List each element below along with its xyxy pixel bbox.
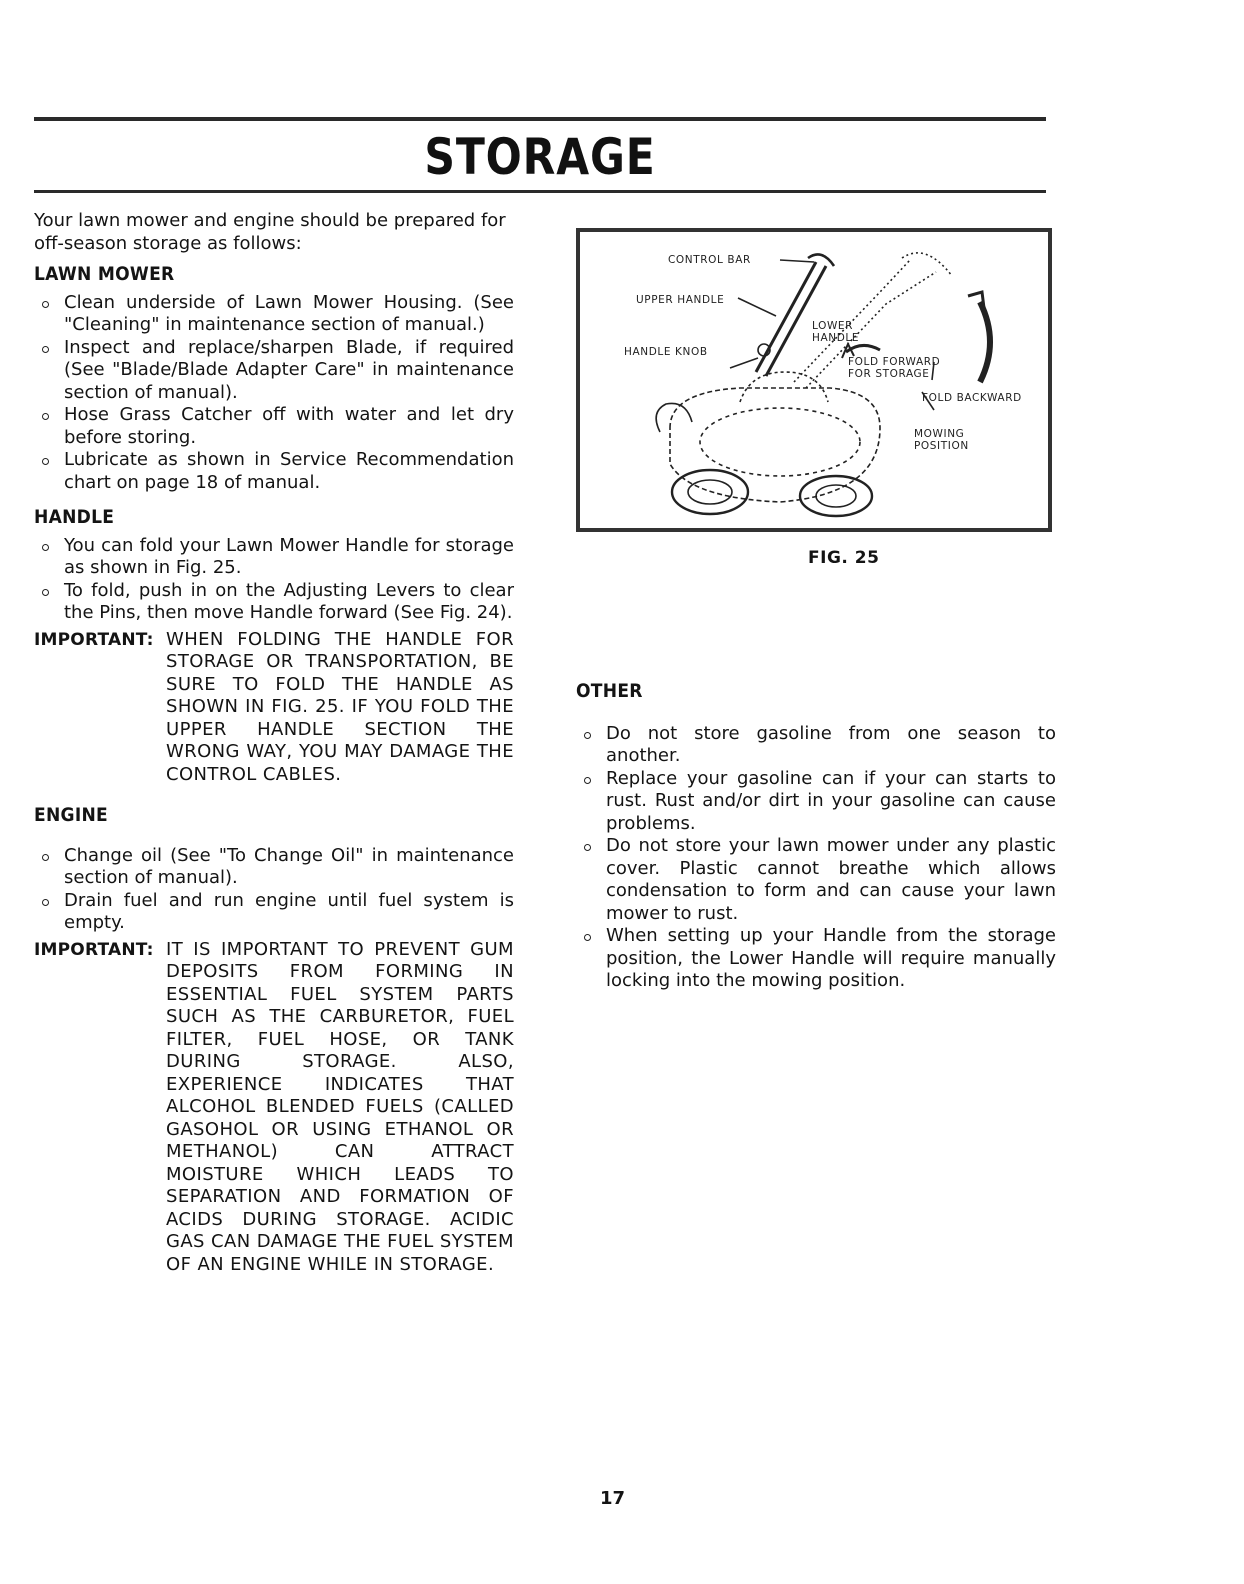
figure-25 — [576, 228, 1052, 532]
callout-line: MOWING — [914, 428, 965, 440]
lawn-mower-list — [34, 292, 514, 495]
list-item: Drain fuel and run engine until fuel system is empty. — [34, 890, 514, 935]
other-section — [576, 676, 1056, 997]
handle-important-note — [34, 629, 514, 787]
handle-list — [34, 535, 514, 625]
engine-important-note — [34, 939, 514, 1277]
callout-line: HANDLE — [812, 332, 860, 344]
list-item: Replace your gasoline can if your can starts to rust. Rust and/or dirt in your gasoline can cause problems. — [576, 768, 1056, 836]
lawn-mower-heading: LAWN MOWER — [34, 263, 175, 285]
other-list — [576, 723, 1056, 993]
callout-line: POSITION — [914, 440, 969, 452]
important-text: IT IS IMPORTANT TO PREVENT GUM DEPOSITS FROM FORMING IN ESSENTIAL FUEL SYSTEM PARTS SUCH AS THE CARBURETOR, FUEL FILTER, FUEL HOSE, OR TANK DURING STORAGE. ALSO, EXPERIENCE INDICATES THAT ALCOHOL BLENDED FUELS (CALLED GASOHOL OR USING ETHANOL OR METHANOL) CAN ATTRACT MOISTURE WHICH LEADS TO SEPARATION AND FORMATION OF ACIDS DURING STORAGE. ACIDIC GAS CAN DAMAGE THE FUEL SYSTEM OF AN ENGINE WHILE IN STORAGE. — [166, 938, 514, 1275]
handle-heading: HANDLE — [34, 506, 115, 528]
list-item: Inspect and replace/sharpen Blade, if required (See "Blade/Blade Adapter Care" in maintenance section of manual). — [34, 337, 514, 405]
list-item: Hose Grass Catcher off with water and let dry before storing. — [34, 404, 514, 449]
callout-handle-knob: HANDLE KNOB — [624, 346, 708, 358]
callout-line: LOWER — [812, 320, 854, 332]
intro-paragraph: Your lawn mower and engine should be prepared for off-season storage as follows: — [34, 210, 506, 254]
callout-fold-forward — [848, 356, 940, 380]
callout-upper-handle: UPPER HANDLE — [636, 294, 725, 306]
list-item: Clean underside of Lawn Mower Housing. (See "Cleaning" in maintenance section of manual.) — [34, 292, 514, 337]
important-text: WHEN FOLDING THE HANDLE FOR STORAGE OR TRANSPORTATION, BE SURE TO FOLD THE HANDLE AS SHOWN IN FIG. 25. IF YOU FOLD THE UPPER HANDLE SECTION THE WRONG WAY, YOU MAY DAMAGE THE CONTROL CABLES. — [166, 628, 514, 785]
list-item: When setting up your Handle from the storage position, the Lower Handle will require manually locking into the mowing position. — [576, 925, 1056, 993]
list-item: Lubricate as shown in Service Recommendation chart on page 18 of manual. — [34, 449, 514, 494]
figure-caption: FIG. 25 — [808, 548, 880, 568]
list-item: Do not store gasoline from one season to another. — [576, 723, 1056, 768]
other-heading: OTHER — [576, 680, 643, 702]
callout-mowing-position — [914, 428, 969, 452]
list-item: Do not store your lawn mower under any plastic cover. Plastic cannot breathe which allows condensation to form and can cause your lawn mower to rust. — [576, 835, 1056, 925]
list-item: To fold, push in on the Adjusting Levers to clear the Pins, then move Handle forward (See Fig. 24). — [34, 580, 514, 625]
list-item: You can fold your Lawn Mower Handle for storage as shown in Fig. 25. — [34, 535, 514, 580]
header-rule-top — [34, 117, 1046, 121]
callout-line: FOLD FORWARD — [848, 356, 941, 368]
page-title: STORAGE — [424, 128, 656, 186]
left-column — [34, 210, 514, 1290]
header-rule-bottom — [34, 190, 1046, 193]
list-item: Change oil (See "To Change Oil" in maintenance section of manual). — [34, 845, 514, 890]
engine-heading: ENGINE — [34, 804, 109, 826]
page-number: 17 — [600, 1488, 626, 1509]
callout-lower-handle — [812, 320, 859, 344]
lawn-mower-illustration — [580, 232, 1048, 528]
callout-line: FOR STORAGE — [848, 368, 930, 380]
important-label: IMPORTANT: — [34, 629, 154, 650]
engine-list — [34, 845, 514, 935]
important-label: IMPORTANT: — [34, 939, 154, 960]
callout-control-bar: CONTROL BAR — [668, 254, 751, 266]
callout-fold-backward: FOLD BACKWARD — [922, 392, 1022, 404]
